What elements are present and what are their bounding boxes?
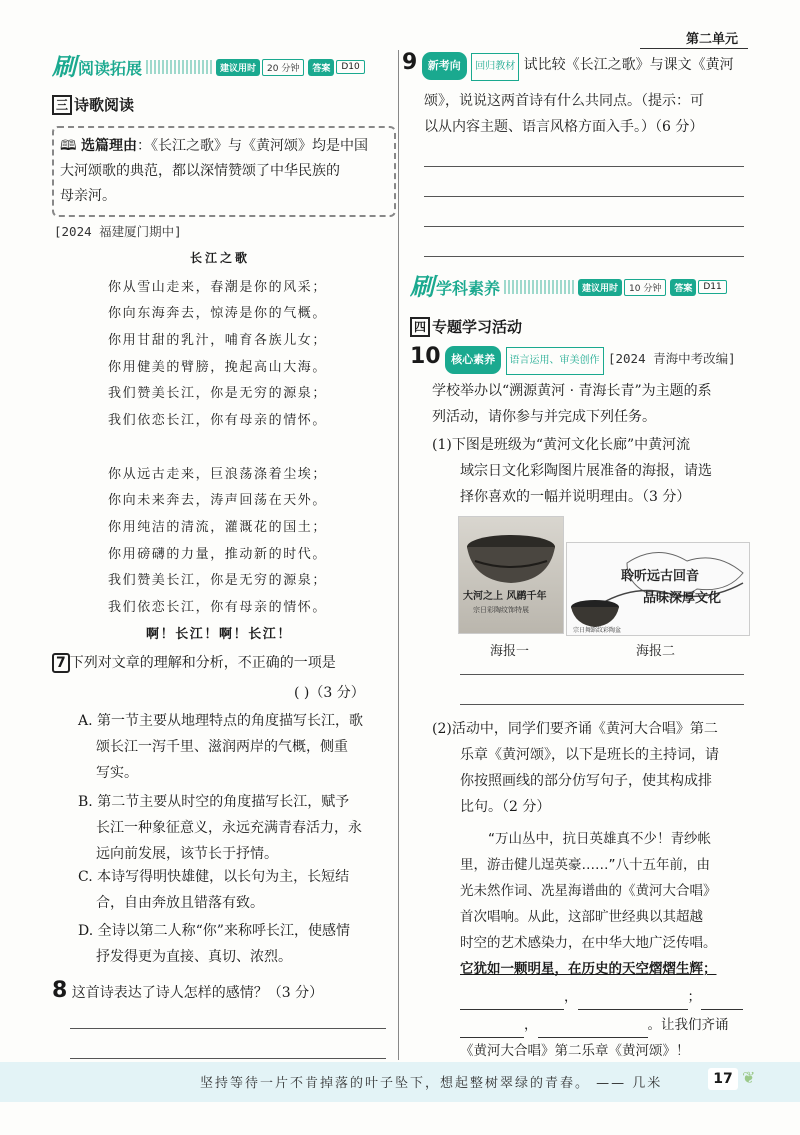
reading-banner	[52, 54, 365, 80]
poster-two-small: 宗日舞蹈纹彩陶盆	[573, 627, 622, 634]
core-literacy-badge: 核心素养	[445, 346, 501, 374]
poem-line: 你从远古走来，巨浪荡涤着尘埃；	[108, 467, 328, 482]
option-line: 抒发得更为直接、真切、浓烈。	[96, 949, 292, 965]
sub-question-1: (1)下图是班级为“黄河文化长廊”中黄河流	[432, 437, 691, 453]
answer-line[interactable]	[424, 196, 744, 197]
answer-line[interactable]	[460, 704, 744, 705]
question-8	[52, 978, 323, 1006]
option-line: 长江一种象征意义，永远充满青春活力，永	[96, 820, 362, 836]
fill-blank[interactable]	[578, 995, 688, 1010]
question-10	[410, 344, 736, 375]
poem-title: 长江之歌	[190, 251, 251, 265]
option-b[interactable]	[78, 789, 388, 867]
question-number: 7	[52, 653, 70, 673]
new-direction-badge: 新考向	[422, 52, 467, 80]
answer-line[interactable]	[70, 1058, 386, 1059]
final-line: 《黄河大合唱》第二乐章《黄河颂》！	[460, 1043, 690, 1059]
poem-ending: 啊！长江！啊！长江！	[146, 627, 293, 642]
poem-line: 我们依恋长江，你有母亲的情怀。	[108, 600, 328, 615]
page-number: 17	[708, 1068, 738, 1090]
poem-source: [2024 福建厦门期中]	[54, 224, 182, 239]
poem-line: 你用健美的臂膀，挽起高山大海。	[108, 360, 328, 375]
header-rule	[640, 48, 748, 49]
question-9	[402, 50, 734, 81]
leaf-icon: ❦	[742, 1068, 756, 1087]
passage-line: 时空的艺术感染力，在中华大地广泛传唱。	[460, 935, 717, 951]
option-line: D. 全诗以第二人称“你”来称呼长江，使感情	[78, 923, 350, 939]
banner-title: 学科素养	[436, 278, 501, 298]
fill-blank[interactable]	[460, 1023, 524, 1038]
answer-line[interactable]	[70, 1028, 386, 1029]
section-heading	[410, 316, 522, 337]
banner-stripes	[504, 280, 574, 294]
poster-one-title: 大河之上 风鹛千年	[463, 591, 547, 602]
poster-one-caption: 海报一	[490, 644, 530, 659]
question-number: 9	[402, 50, 418, 75]
fill-blank[interactable]	[460, 995, 564, 1010]
sub-question-line: 择你喜欢的一幅并说明理由。（3 分）	[460, 489, 691, 505]
answer-chip: 答案	[308, 59, 334, 76]
shua-logo: 刷	[410, 273, 434, 301]
answer-line[interactable]	[424, 166, 744, 167]
question-stem: 这首诗表达了诗人怎样的感情？（3 分）	[71, 985, 324, 1001]
fill-blank[interactable]	[538, 1023, 648, 1038]
section-title: 诗歌阅读	[74, 96, 135, 114]
poster-one-subtitle: 宗日彩陶纹饰特展	[473, 606, 529, 614]
poem-line: 你用磅礴的力量，推动新的时代。	[108, 547, 328, 562]
question-line: 试比较《长江之歌》与课文《黄河	[523, 57, 734, 73]
poem-line: 我们赞美长江，你是无穷的源泉；	[108, 386, 328, 401]
question-stem: 下列对文章的理解和分析，不正确的一项是	[69, 655, 336, 671]
answer-code: D11	[698, 280, 726, 294]
unit-label: 第二单元	[685, 32, 738, 47]
banner-stripes	[146, 60, 212, 74]
poster-two-title: 聆听远古回音	[621, 569, 700, 584]
time-chip: 建议用时	[578, 279, 622, 296]
poster-two-subtitle: 品味深厚文化	[643, 591, 722, 606]
time-value: 20 分钟	[262, 59, 304, 76]
option-d[interactable]	[78, 918, 388, 970]
answer-chip: 答案	[670, 279, 696, 296]
section-title: 专题学习活动	[432, 318, 523, 336]
poster-two[interactable]	[566, 542, 750, 636]
pottery-bowl-image	[459, 517, 563, 633]
option-a[interactable]	[78, 708, 388, 786]
passage-line: 里，游击健儿逞英豪……”八十五年前，由	[460, 857, 710, 873]
question-number: 10	[410, 344, 441, 369]
option-line: 远向前发展，该节长于抒情。	[96, 846, 278, 862]
skill-tag: 语言运用、审美创作	[506, 347, 604, 375]
book-icon: 🕮	[60, 138, 77, 154]
poem-line: 你用甘甜的乳汁，哺育各族儿女；	[108, 333, 328, 348]
answer-line[interactable]	[460, 674, 744, 675]
comma: ，	[524, 1017, 538, 1033]
question-source: [2024 青海中考改编]	[607, 351, 736, 366]
sub-question-line: 乐章《黄河颂》，以下是班长的主持词，请	[460, 747, 719, 763]
passage-line: 光未然作词、冼星海谱曲的《黄河大合唱》	[460, 883, 717, 899]
selection-reason-box	[52, 126, 396, 217]
option-line: A. 第一节主要从地理特点的角度描写长江，歌	[78, 713, 364, 729]
poem-line: 我们依恋长江，你有母亲的情怀。	[108, 413, 328, 428]
option-line: B. 第二节主要从时空的角度描写长江，赋予	[78, 794, 350, 810]
poem-line: 你向东海奔去，惊涛是你的气概。	[108, 306, 328, 321]
reason-line: 大河颂歌的典范，都以深情赞颂了中华民族的	[60, 163, 340, 179]
sub-question-line: 你按照画线的部分仿写句子，使其构成排	[460, 773, 712, 789]
poem-line: 你向未来奔去，涛声回荡在天外。	[108, 493, 328, 508]
column-divider	[398, 50, 399, 1060]
time-chip: 建议用时	[216, 59, 260, 76]
answer-code: D10	[336, 60, 364, 74]
shua-logo: 刷	[52, 53, 76, 81]
passage-line: “万山丛中，抗日英雄真不少！青纱帐	[488, 831, 711, 847]
literacy-banner	[410, 274, 727, 300]
answer-line[interactable]	[424, 256, 744, 257]
option-line: 颂长江一泻千里、滋润两岸的气概，侧重	[96, 739, 348, 755]
intro-line: 列活动，请你参与并完成下列任务。	[432, 409, 656, 425]
reason-label: 选篇理由	[80, 138, 137, 154]
semicolon: ；	[687, 989, 701, 1005]
poem-line: 你用纯洁的清流，灌溉花的国土；	[108, 520, 328, 535]
option-line: 合，自由奔放且错落有致。	[96, 895, 264, 911]
reason-line: 母亲河。	[60, 188, 116, 204]
intro-line: 学校举办以“溯源黄河 · 青海长青”为主题的系	[432, 383, 712, 399]
answer-line[interactable]	[424, 226, 744, 227]
section-heading	[52, 94, 134, 115]
footer-quote: 坚持等待一片不肯掉落的叶子坠下，想起整树翠绿的青春。 —— 几米	[200, 1076, 663, 1091]
sub-question-line: 域宗日文化彩陶图片展准备的海报，请选	[460, 463, 712, 479]
poem-line: 我们赞美长江，你是无穷的源泉；	[108, 573, 328, 588]
section-number: 四	[410, 317, 430, 337]
question-number: 8	[52, 978, 68, 1003]
option-line: C. 本诗写得明快雄健，以长句为主，长短结	[78, 869, 350, 885]
sub-question-2: (2)活动中，同学们要齐诵《黄河大合唱》第二	[432, 721, 718, 737]
question-line: 颂》，说说这两首诗有什么共同点。（提示：可	[424, 93, 704, 109]
fill-row-1	[460, 984, 743, 1010]
poster-two-caption: 海报二	[636, 644, 676, 659]
reason-line: ：《长江之歌》与《黄河颂》均是中国	[136, 138, 368, 154]
option-c[interactable]	[78, 864, 388, 916]
question-7	[52, 650, 336, 676]
poem-line: 你从雪山走来，春潮是你的风采；	[108, 280, 328, 295]
comma: ，	[564, 989, 578, 1005]
fill-row-2	[460, 1012, 729, 1038]
option-line: 写实。	[96, 765, 138, 781]
underlined-sentence: 它犹如一颗明星，在历史的天空熠熠生辉；	[460, 961, 717, 977]
fill-blank[interactable]	[701, 995, 743, 1010]
fill-ending: 。让我们齐诵	[647, 1017, 729, 1033]
textbook-tag: 回归教材	[471, 53, 519, 81]
passage-line: 首次唱响。从此，这部旷世经典以其超越	[460, 909, 703, 925]
poster-one[interactable]	[458, 516, 564, 634]
banner-title: 阅读拓展	[78, 58, 143, 78]
sub-question-line: 比句。（2 分）	[460, 799, 551, 815]
time-value: 10 分钟	[624, 279, 666, 296]
section-number: 三	[52, 95, 72, 115]
question-line: 以从内容主题、语言风格方面入手。）（6 分）	[424, 119, 704, 135]
question-score: ( )（3 分）	[294, 685, 365, 701]
